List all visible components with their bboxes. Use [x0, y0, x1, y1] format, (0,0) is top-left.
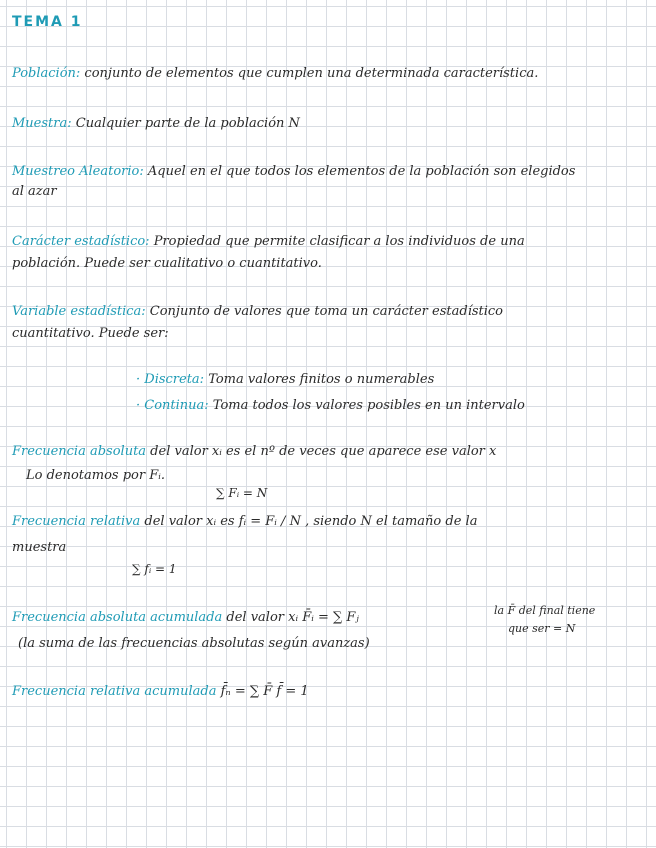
- discreta-line: [136, 370, 434, 390]
- fa-line: [12, 442, 496, 462]
- caracter-line-2: [12, 254, 322, 274]
- faa-line-2: [18, 634, 370, 654]
- fa-formula: ∑ Fᵢ = N: [216, 486, 268, 500]
- continua-def: Toma todos los valores posibles en un intervalo: [208, 398, 525, 413]
- page-title: TEMA 1: [12, 14, 83, 30]
- caracter-def-2: población. Puede ser cualitativo o cuantitativo.: [12, 256, 322, 271]
- fra-term: Frecuencia relativa acumulada: [12, 684, 217, 699]
- fa-def: del valor xᵢ es el nº de veces que aparece ese valor x: [146, 444, 497, 459]
- continua-line: [136, 396, 525, 416]
- faa-def: del valor xᵢ F̄ᵢ = ∑ Fⱼ: [222, 610, 359, 625]
- faa-def-2: (la suma de las frecuencias absolutas según avanzas): [18, 636, 370, 651]
- variable-line-2: [12, 324, 169, 344]
- muestreo-line-2: [12, 182, 57, 202]
- caracter-line: [12, 232, 525, 252]
- muestreo-def-2: al azar: [12, 184, 57, 199]
- variable-term: Variable estadística:: [12, 304, 146, 319]
- caracter-term: Carácter estadístico:: [12, 234, 150, 249]
- variable-line: [12, 302, 503, 322]
- fr-def-2: muestra: [12, 540, 67, 555]
- fr-line-2: [12, 538, 66, 558]
- variable-def-2: cuantitativo. Puede ser:: [12, 326, 169, 341]
- fa-def-2: Lo denotamos por Fᵢ.: [26, 468, 166, 483]
- poblacion-def: conjunto de elementos que cumplen una determinada característica.: [80, 66, 539, 81]
- continua-term: · Continua:: [136, 398, 209, 413]
- faa-term: Frecuencia absoluta acumulada: [12, 610, 223, 625]
- muestra-line: [12, 114, 300, 134]
- fr-line: [12, 512, 477, 532]
- muestreo-def: Aquel en el que todos los elementos de la población son elegidos: [143, 164, 576, 179]
- fr-formula: ∑ fᵢ = 1: [132, 562, 177, 576]
- fa-term: Frecuencia absoluta: [12, 444, 147, 459]
- faa-line: [12, 608, 359, 628]
- poblacion-line: [12, 64, 538, 84]
- poblacion-term: Población:: [12, 66, 81, 81]
- fra-def: f̄ₙ = ∑ F̄ f̄ = 1: [216, 684, 309, 699]
- fra-line: [12, 682, 309, 702]
- muestreo-term: Muestreo Aleatorio:: [12, 164, 144, 179]
- faa-side-note-1: la F̄ del final tiene: [494, 604, 596, 617]
- muestreo-line: [12, 162, 575, 182]
- faa-side-note-2: que ser = N: [508, 622, 576, 635]
- muestra-term: Muestra:: [12, 116, 72, 131]
- fa-line-2: [26, 466, 165, 486]
- fr-def: del valor xᵢ es fᵢ = Fᵢ / N , siendo N el tamaño de la: [140, 514, 478, 529]
- caracter-def: Propiedad que permite clasificar a los individuos de una: [149, 234, 525, 249]
- discreta-term: · Discreta:: [136, 372, 205, 387]
- fr-term: Frecuencia relativa: [12, 514, 141, 529]
- variable-def: Conjunto de valores que toma un carácter estadístico: [145, 304, 504, 319]
- muestra-def: Cualquier parte de la población N: [71, 116, 300, 131]
- discreta-def: Toma valores finitos o numerables: [204, 372, 435, 387]
